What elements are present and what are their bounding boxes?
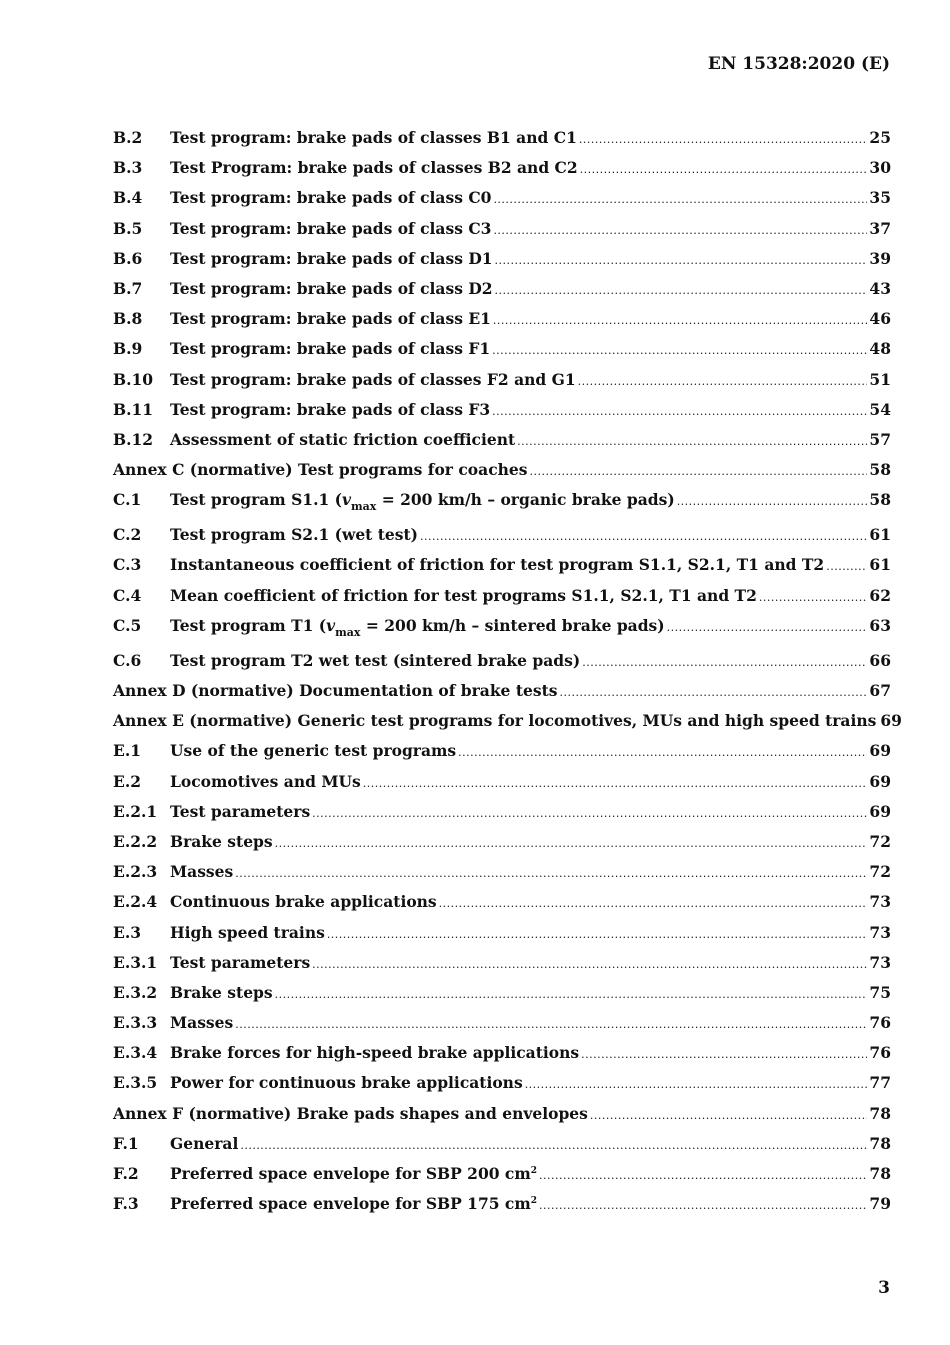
toc-entry-e3-2[interactable] (113, 983, 891, 1013)
toc-entry-b10[interactable] (113, 370, 891, 400)
toc-entry-b4[interactable] (113, 188, 891, 218)
toc-number: B.9 (113, 339, 143, 359)
toc-number: F.1 (113, 1133, 139, 1153)
page-number: 3 (878, 1278, 890, 1298)
toc-page: 48 (869, 339, 891, 359)
toc-leader (240, 1139, 867, 1152)
toc-page: 79 (869, 1194, 891, 1214)
toc-leader (495, 284, 868, 297)
toc-title: Continuous brake applications (170, 892, 437, 912)
toc-entry-e3-4[interactable] (113, 1043, 891, 1073)
toc-number: E.3.1 (113, 952, 158, 972)
toc-number: E.2.3 (113, 862, 158, 882)
toc-leader (275, 837, 868, 850)
toc-leader (420, 530, 867, 543)
toc-number: C.4 (113, 585, 142, 605)
toc-title: Brake steps (170, 831, 273, 851)
document-id-header: EN 15328:2020 (E) (707, 54, 890, 74)
toc-number: B.6 (113, 248, 143, 268)
toc-page: 25 (869, 128, 891, 147)
toc-title: Test program: brake pads of class D1 (170, 248, 493, 268)
toc-leader (492, 344, 867, 357)
toc-number: B.11 (113, 399, 154, 419)
toc-title: Use of the generic test programs (170, 741, 457, 761)
toc-title: Annex C (normative) Test programs for coaches (113, 460, 528, 480)
toc-leader (759, 591, 868, 604)
toc-leader (493, 224, 867, 237)
toc-leader (458, 746, 867, 759)
toc-number: F.3 (113, 1194, 139, 1214)
toc-title: Test program: brake pads of class F1 (170, 339, 491, 359)
toc-leader (677, 495, 868, 508)
toc-entry-e2-4[interactable] (113, 892, 891, 922)
toc-page: 76 (869, 1013, 891, 1033)
toc-number: B.12 (113, 429, 154, 449)
toc-leader (667, 621, 868, 634)
toc-title: Test program S2.1 (wet test) (170, 525, 418, 545)
toc-page: 69 (869, 801, 891, 821)
toc-number: B.10 (113, 369, 154, 389)
toc-page: 78 (869, 1133, 891, 1153)
toc-entry-b2[interactable] (113, 128, 891, 158)
toc-page: 58 (869, 490, 891, 510)
toc-leader (493, 314, 868, 327)
toc-page: 67 (869, 681, 891, 700)
toc-page: 72 (869, 862, 891, 882)
toc-leader (590, 1109, 868, 1122)
toc-title: Mean coefficient of friction for test programs S1.1, S2.1, T1 and T2 (170, 585, 757, 605)
toc-leader (579, 133, 868, 146)
toc-number: E.2 (113, 771, 141, 791)
toc-number: B.8 (113, 309, 143, 329)
toc-page: 77 (869, 1073, 891, 1093)
toc-number: C.1 (113, 490, 142, 510)
toc-page: 69 (869, 741, 891, 761)
toc-entry-annex-e[interactable] (113, 711, 902, 741)
toc-leader (826, 560, 867, 573)
toc-page: 37 (869, 218, 891, 238)
toc-number: E.2.1 (113, 801, 158, 821)
toc-page: 51 (869, 369, 891, 389)
toc-page: 78 (869, 1164, 891, 1183)
toc-page: 61 (869, 555, 891, 575)
table-of-contents (113, 128, 902, 1224)
toc-entry-b11[interactable] (113, 400, 891, 430)
toc-leader (539, 1199, 867, 1212)
toc-number: B.5 (113, 218, 143, 238)
toc-leader (235, 1018, 867, 1031)
toc-number: E.3.4 (113, 1043, 158, 1063)
toc-entry-b3[interactable] (113, 158, 891, 188)
toc-page: 39 (869, 248, 891, 268)
toc-leader (312, 807, 867, 820)
toc-page: 69 (869, 771, 891, 791)
toc-title: Locomotives and MUs (170, 771, 361, 791)
toc-entry-f1[interactable] (113, 1134, 891, 1164)
toc-number: B.7 (113, 278, 143, 298)
toc-page: 43 (869, 278, 891, 298)
toc-title: Power for continuous brake applications (170, 1073, 523, 1093)
toc-entry-c5[interactable] (113, 616, 891, 651)
toc-number: C.5 (113, 615, 142, 635)
toc-title: Test program: brake pads of class D2 (170, 278, 493, 298)
toc-title: Brake steps (170, 982, 273, 1002)
toc-leader (580, 163, 868, 176)
toc-title: Test program: brake pads of class C3 (170, 218, 492, 238)
toc-title: Test parameters (170, 952, 311, 972)
toc-entry-e2-3[interactable] (113, 862, 891, 892)
toc-leader (312, 958, 867, 971)
toc-leader (327, 928, 868, 941)
toc-number: E.3.3 (113, 1013, 158, 1033)
toc-entry-c6[interactable] (113, 651, 891, 681)
toc-title: General (170, 1133, 239, 1153)
toc-leader (493, 193, 867, 206)
toc-entry-e3[interactable] (113, 923, 891, 953)
toc-title: Preferred space envelope for SBP 200 $cm^2$ (170, 1164, 538, 1183)
toc-title: Annex D (normative) Documentation of brake tests (113, 681, 558, 700)
toc-entry-b12[interactable] (113, 430, 891, 460)
toc-number: E.3 (113, 922, 141, 942)
toc-title: Test program: brake pads of class C0 (170, 188, 492, 208)
toc-title: Masses (170, 1013, 234, 1033)
toc-page: 30 (869, 158, 891, 178)
toc-entry-annex-c[interactable] (113, 460, 891, 490)
toc-number: B.3 (113, 158, 143, 178)
toc-entry-f2[interactable] (113, 1164, 891, 1194)
toc-entry-e3-5[interactable] (113, 1073, 891, 1103)
toc-number: E.2.2 (113, 831, 158, 851)
toc-page: 72 (869, 831, 891, 851)
toc-title: Test parameters (170, 801, 311, 821)
toc-entry-e2[interactable] (113, 772, 891, 802)
toc-entry-e1[interactable] (113, 741, 891, 771)
toc-number: C.3 (113, 555, 142, 575)
toc-page: 66 (869, 650, 891, 670)
toc-title: Test program: brake pads of class E1 (170, 309, 491, 329)
toc-leader (492, 405, 867, 418)
toc-page: 73 (869, 952, 891, 972)
toc-title: Test program: brake pads of class F3 (170, 399, 491, 419)
toc-title: Assessment of static friction coefficient (170, 429, 516, 449)
toc-leader (275, 988, 868, 1001)
toc-title: Brake forces for high-speed brake applications (170, 1043, 580, 1063)
toc-leader (578, 375, 868, 388)
toc-leader (517, 435, 867, 448)
toc-entry-e3-3[interactable] (113, 1013, 891, 1043)
toc-number: C.6 (113, 650, 142, 670)
toc-page: 69 (880, 711, 902, 731)
toc-leader (235, 867, 867, 880)
toc-title: Annex E (normative) Generic test programs for locomotives, MUs and high speed trains (113, 711, 877, 731)
toc-leader (530, 465, 868, 478)
toc-number: C.2 (113, 525, 142, 545)
toc-title: Test program T1 ($v_{max} = 200$ km/h – sintered brake pads) (170, 615, 665, 639)
toc-number: F.2 (113, 1164, 139, 1183)
toc-number: B.2 (113, 128, 143, 147)
toc-leader (363, 777, 868, 790)
toc-title: Test program: brake pads of classes F2 and G1 (170, 369, 576, 389)
toc-title: Test program S1.1 ($v_{max} = 200$ km/h – organic brake pads) (170, 490, 675, 514)
toc-page: 62 (869, 585, 891, 605)
toc-entry-b5[interactable] (113, 219, 891, 249)
toc-page: 63 (869, 615, 891, 635)
toc-title: Test Program: brake pads of classes B2 and C2 (170, 158, 578, 178)
toc-entry-e3-1[interactable] (113, 953, 891, 983)
toc-entry-c1[interactable] (113, 490, 891, 525)
toc-page: 61 (869, 525, 891, 545)
toc-number: E.3.5 (113, 1073, 158, 1093)
toc-page: 58 (869, 460, 891, 480)
toc-leader (581, 1048, 867, 1061)
toc-title: Annex F (normative) Brake pads shapes and envelopes (113, 1103, 588, 1123)
toc-title: High speed trains (170, 922, 325, 942)
toc-leader (582, 656, 867, 669)
toc-entry-e2-1[interactable] (113, 802, 891, 832)
toc-title: Test program T2 wet test (sintered brake pads) (170, 650, 581, 670)
toc-number: E.3.2 (113, 982, 158, 1002)
toc-number: B.4 (113, 188, 143, 208)
toc-entry-b8[interactable] (113, 309, 891, 339)
toc-page: 57 (869, 429, 891, 449)
toc-entry-annex-f[interactable] (113, 1104, 891, 1134)
toc-page: 78 (869, 1103, 891, 1123)
toc-page: 46 (869, 309, 891, 329)
toc-entry-b9[interactable] (113, 339, 891, 369)
toc-entry-c4[interactable] (113, 586, 891, 616)
toc-leader (539, 1169, 867, 1182)
toc-entry-c3[interactable] (113, 555, 891, 585)
toc-page: 73 (869, 892, 891, 912)
toc-page: 54 (869, 399, 891, 419)
toc-number: E.2.4 (113, 892, 158, 912)
toc-entry-annex-d[interactable] (113, 681, 891, 711)
toc-page: 73 (869, 922, 891, 942)
toc-entry-f3[interactable] (113, 1194, 891, 1224)
toc-leader (439, 897, 868, 910)
toc-number: E.1 (113, 741, 141, 761)
toc-entry-b6[interactable] (113, 249, 891, 279)
toc-title: Masses (170, 862, 234, 882)
toc-title: Instantaneous coefficient of friction for test program S1.1, S2.1, T1 and T2 (170, 555, 825, 575)
toc-title: Preferred space envelope for SBP 175 $cm^2$ (170, 1194, 538, 1214)
toc-leader (525, 1078, 868, 1091)
toc-title: Test program: brake pads of classes B1 and C1 (170, 128, 577, 147)
toc-leader (559, 686, 867, 699)
toc-entry-b7[interactable] (113, 279, 891, 309)
toc-entry-c2[interactable] (113, 525, 891, 555)
toc-leader (495, 254, 868, 267)
toc-page: 35 (869, 188, 891, 208)
toc-page: 75 (869, 982, 891, 1002)
toc-page: 76 (869, 1043, 891, 1063)
toc-entry-e2-2[interactable] (113, 832, 891, 862)
